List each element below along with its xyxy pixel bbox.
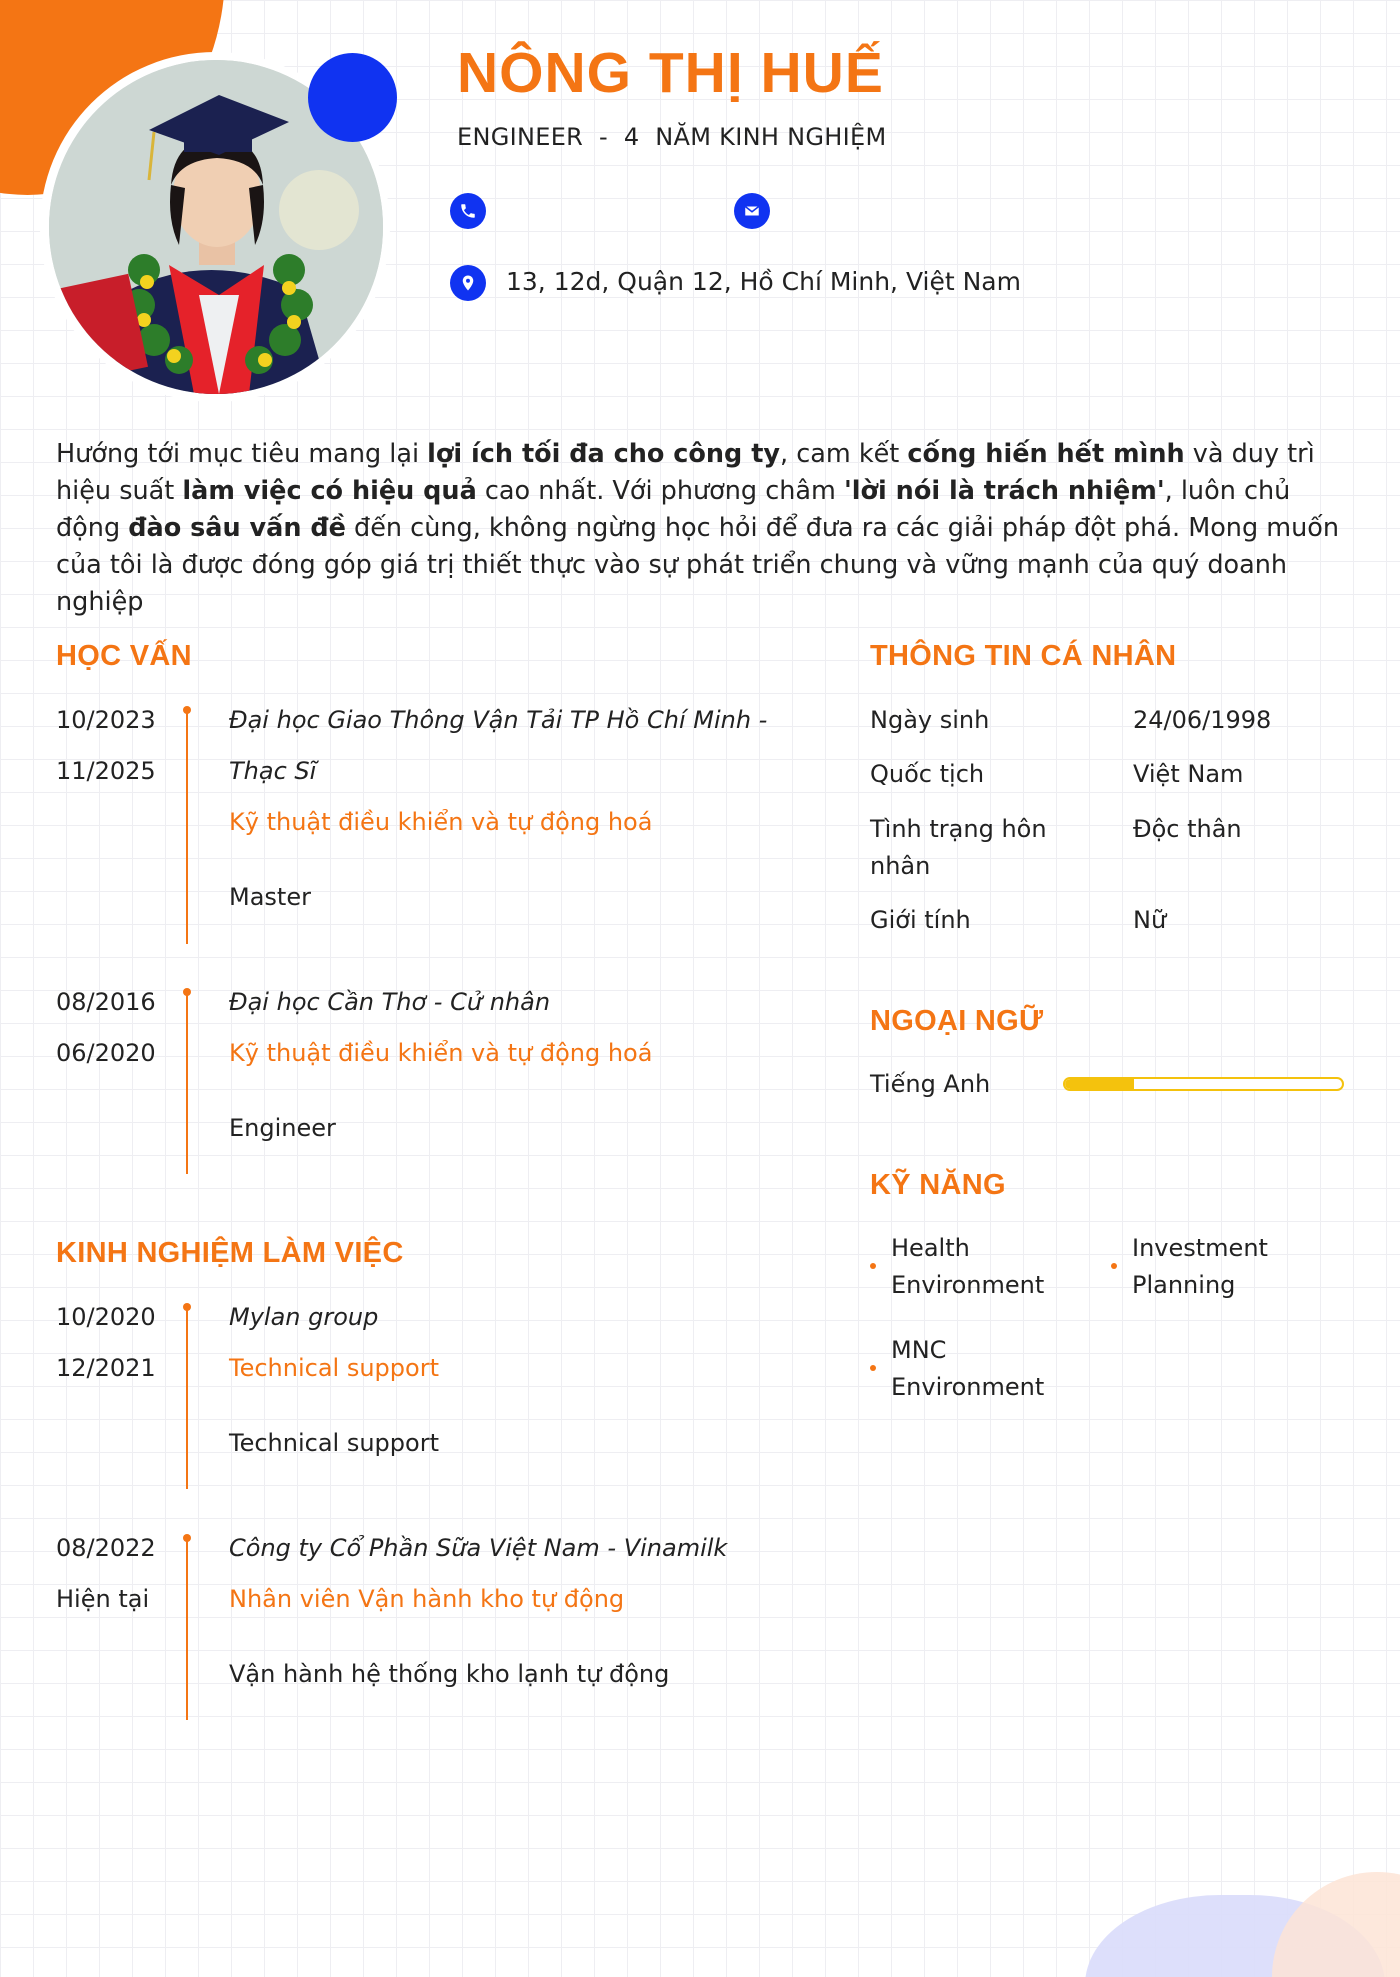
timeline-line: [186, 1538, 188, 1720]
education-description: Engineer: [229, 1114, 336, 1142]
info-label: Tình trạng hôn nhân: [870, 815, 1047, 880]
info-value: Việt Nam: [1133, 760, 1244, 788]
summary-highlight: cống hiến hết mình: [907, 439, 1185, 469]
summary-text: , cam kết: [780, 439, 908, 469]
end-date: 06/2020: [56, 1039, 156, 1067]
timeline-line: [186, 1307, 188, 1489]
summary-text: Hướng tới mục tiêu mang lại: [56, 439, 428, 469]
personal-info-heading: THÔNG TIN CÁ NHÂN: [870, 640, 1177, 672]
email-icon: [734, 193, 770, 229]
start-date: 10/2020: [56, 1303, 156, 1331]
experience-heading: KINH NGHIỆM LÀM VIỆC: [56, 1237, 404, 1269]
job-title: ENGINEER - 4 NĂM KINH NGHIỆM: [457, 123, 887, 151]
summary-text: và duy trì hiệu suất: [56, 439, 1315, 506]
start-date: 10/2023: [56, 706, 156, 734]
skill-item: Investment Planning: [1132, 1234, 1268, 1299]
timeline-line: [186, 992, 188, 1174]
skill-item: MNC Environment: [891, 1336, 1045, 1401]
bullet-icon: [870, 1365, 876, 1371]
timeline-line: [186, 710, 188, 944]
location-pin-icon: [450, 265, 486, 301]
candidate-name: NÔNG THỊ HUẾ: [457, 41, 884, 105]
address-text: 13, 12d, Quận 12, Hồ Chí Minh, Việt Nam: [506, 267, 1021, 296]
job-description: Technical support: [229, 1429, 439, 1457]
degree-name: Thạc Sĩ: [229, 757, 317, 785]
summary-highlight: 'lời nói là trách nhiệm': [843, 476, 1165, 506]
start-date: 08/2022: [56, 1534, 156, 1562]
bullet-icon: [1111, 1263, 1117, 1269]
info-label: Quốc tịch: [870, 760, 985, 788]
decorative-blue-circle: [308, 53, 397, 142]
major: Kỹ thuật điều khiển và tự động hoá: [229, 808, 653, 836]
phone-icon: [450, 193, 486, 229]
school-name: Đại học Giao Thông Vận Tải TP Hồ Chí Minh -: [229, 706, 768, 734]
job-role: Nhân viên Vận hành kho tự động: [229, 1585, 625, 1613]
summary-highlight: đào sâu vấn đề: [128, 513, 346, 543]
summary-text: đến cùng, không ngừng học hỏi để đưa ra các giải pháp đột phá. Mong muốn của tôi là được đóng góp giá trị thiết thực vào sự phát triển chung và vững mạnh của quý doanh nghiệp: [56, 513, 1340, 617]
company-name: Mylan group: [229, 1303, 379, 1331]
summary-text: cao nhất. Với phương châm: [476, 476, 844, 506]
job-description: Vận hành hệ thống kho lạnh tự động: [229, 1660, 670, 1688]
language-level-fill: [1065, 1079, 1134, 1089]
career-objective: [56, 436, 1346, 621]
skills-heading: KỸ NĂNG: [870, 1169, 1006, 1201]
skill-item: Health Environment: [891, 1234, 1045, 1299]
company-name: Công ty Cổ Phần Sữa Việt Nam - Vinamilk: [229, 1534, 728, 1562]
info-value: Độc thân: [1133, 815, 1242, 843]
education-heading: HỌC VẤN: [56, 640, 192, 672]
end-date: Hiện tại: [56, 1585, 150, 1613]
summary-highlight: lợi ích tối đa cho công ty: [427, 439, 781, 469]
info-value: Nữ: [1133, 906, 1167, 934]
job-role: Technical support: [229, 1354, 439, 1382]
summary-highlight: làm việc có hiệu quả: [182, 476, 477, 506]
language-name: Tiếng Anh: [870, 1070, 991, 1098]
info-value: 24/06/1998: [1133, 706, 1272, 734]
start-date: 08/2016: [56, 988, 156, 1016]
end-date: 11/2025: [56, 757, 156, 785]
bullet-icon: [870, 1263, 876, 1269]
info-label: Ngày sinh: [870, 706, 990, 734]
languages-heading: NGOẠI NGỮ: [870, 1005, 1044, 1037]
major: Kỹ thuật điều khiển và tự động hoá: [229, 1039, 653, 1067]
end-date: 12/2021: [56, 1354, 156, 1382]
summary-text: , luôn chủ động: [56, 476, 1291, 543]
school-name: Đại học Cần Thơ - Cử nhân: [229, 988, 551, 1016]
decorative-blob-orange: [1272, 1872, 1400, 1977]
language-level-bar: [1063, 1077, 1344, 1091]
info-label: Giới tính: [870, 906, 971, 934]
education-description: Master: [229, 883, 311, 911]
